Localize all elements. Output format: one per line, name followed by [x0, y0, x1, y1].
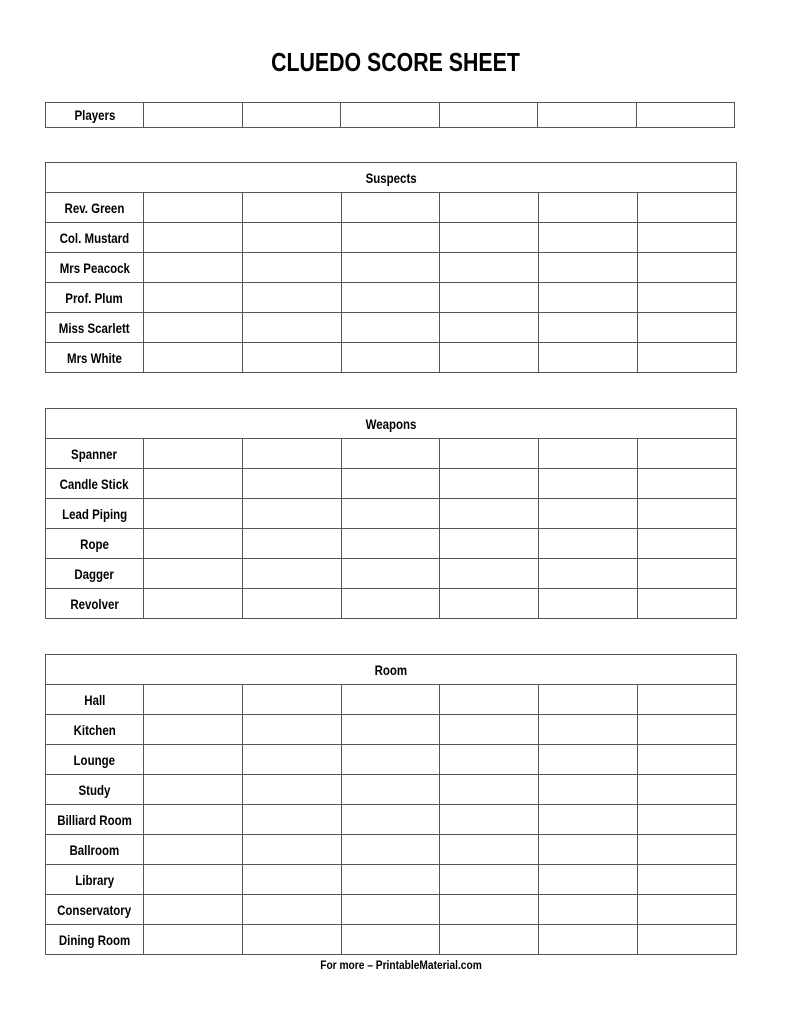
mark-cell[interactable] [341, 223, 440, 253]
rooms-item-label: Library [46, 865, 144, 895]
mark-cell[interactable] [637, 253, 736, 283]
mark-cell[interactable] [440, 529, 539, 559]
mark-cell[interactable] [637, 835, 736, 865]
mark-cell[interactable] [440, 193, 539, 223]
suspects-row [46, 343, 737, 373]
rooms-row [46, 865, 737, 895]
suspects-item-label: Mrs White [46, 343, 144, 373]
player-name-cell[interactable] [439, 103, 537, 128]
mark-cell[interactable] [539, 469, 638, 499]
mark-cell[interactable] [637, 559, 736, 589]
weapons-heading-row [46, 409, 737, 439]
mark-cell[interactable] [144, 685, 243, 715]
mark-cell[interactable] [637, 283, 736, 313]
mark-cell[interactable] [144, 925, 243, 955]
mark-cell[interactable] [242, 283, 341, 313]
mark-cell[interactable] [440, 775, 539, 805]
mark-cell[interactable] [242, 835, 341, 865]
mark-cell[interactable] [242, 559, 341, 589]
weapons-item-label: Revolver [46, 589, 144, 619]
mark-cell[interactable] [539, 193, 638, 223]
mark-cell[interactable] [242, 685, 341, 715]
mark-cell[interactable] [440, 715, 539, 745]
weapons-row [46, 529, 737, 559]
mark-cell[interactable] [242, 499, 341, 529]
mark-cell[interactable] [440, 469, 539, 499]
mark-cell[interactable] [637, 895, 736, 925]
mark-cell[interactable] [341, 775, 440, 805]
mark-cell[interactable] [341, 439, 440, 469]
weapons-heading: Weapons [46, 409, 737, 439]
mark-cell[interactable] [440, 499, 539, 529]
suspects-item-label: Prof. Plum [46, 283, 144, 313]
mark-cell[interactable] [440, 343, 539, 373]
mark-cell[interactable] [242, 253, 341, 283]
mark-cell[interactable] [637, 925, 736, 955]
mark-cell[interactable] [539, 685, 638, 715]
rooms-item-label: Hall [46, 685, 144, 715]
mark-cell[interactable] [539, 559, 638, 589]
weapons-item-label: Spanner [46, 439, 144, 469]
mark-cell[interactable] [440, 895, 539, 925]
suspects-item-label: Miss Scarlett [46, 313, 144, 343]
mark-cell[interactable] [637, 223, 736, 253]
mark-cell[interactable] [440, 313, 539, 343]
mark-cell[interactable] [539, 775, 638, 805]
mark-cell[interactable] [242, 715, 341, 745]
mark-cell[interactable] [341, 499, 440, 529]
weapons-table [45, 408, 737, 619]
players-table [45, 102, 735, 128]
mark-cell[interactable] [637, 715, 736, 745]
mark-cell[interactable] [539, 805, 638, 835]
suspects-row [46, 223, 737, 253]
mark-cell[interactable] [440, 685, 539, 715]
player-name-cell[interactable] [341, 103, 439, 128]
mark-cell[interactable] [242, 193, 341, 223]
rooms-row [46, 925, 737, 955]
mark-cell[interactable] [440, 805, 539, 835]
mark-cell[interactable] [440, 559, 539, 589]
mark-cell[interactable] [539, 865, 638, 895]
rooms-table [45, 654, 737, 955]
weapons-item-label: Lead Piping [46, 499, 144, 529]
players-label: Players [46, 103, 144, 128]
mark-cell[interactable] [242, 895, 341, 925]
mark-cell[interactable] [637, 805, 736, 835]
suspects-heading-row [46, 163, 737, 193]
mark-cell[interactable] [637, 775, 736, 805]
mark-cell[interactable] [637, 529, 736, 559]
mark-cell[interactable] [144, 835, 243, 865]
mark-cell[interactable] [341, 835, 440, 865]
mark-cell[interactable] [144, 559, 243, 589]
mark-cell[interactable] [539, 835, 638, 865]
mark-cell[interactable] [539, 589, 638, 619]
rooms-item-label: Conservatory [46, 895, 144, 925]
mark-cell[interactable] [242, 805, 341, 835]
player-name-cell[interactable] [242, 103, 340, 128]
rooms-item-label: Lounge [46, 745, 144, 775]
mark-cell[interactable] [341, 589, 440, 619]
mark-cell[interactable] [144, 313, 243, 343]
mark-cell[interactable] [539, 925, 638, 955]
rooms-row [46, 745, 737, 775]
mark-cell[interactable] [242, 775, 341, 805]
mark-cell[interactable] [637, 313, 736, 343]
mark-cell[interactable] [144, 805, 243, 835]
mark-cell[interactable] [341, 193, 440, 223]
mark-cell[interactable] [242, 343, 341, 373]
players-row [46, 103, 735, 128]
mark-cell[interactable] [341, 925, 440, 955]
mark-cell[interactable] [637, 343, 736, 373]
mark-cell[interactable] [144, 439, 243, 469]
mark-cell[interactable] [242, 589, 341, 619]
mark-cell[interactable] [242, 313, 341, 343]
mark-cell[interactable] [144, 775, 243, 805]
mark-cell[interactable] [144, 283, 243, 313]
mark-cell[interactable] [144, 223, 243, 253]
mark-cell[interactable] [341, 559, 440, 589]
rooms-item-label: Ballroom [46, 835, 144, 865]
mark-cell[interactable] [539, 529, 638, 559]
mark-cell[interactable] [341, 865, 440, 895]
mark-cell[interactable] [144, 895, 243, 925]
rooms-item-label: Billiard Room [46, 805, 144, 835]
mark-cell[interactable] [637, 865, 736, 895]
mark-cell[interactable] [440, 439, 539, 469]
mark-cell[interactable] [539, 313, 638, 343]
mark-cell[interactable] [341, 253, 440, 283]
rooms-item-label: Study [46, 775, 144, 805]
mark-cell[interactable] [440, 223, 539, 253]
mark-cell[interactable] [539, 895, 638, 925]
suspects-item-label: Rev. Green [46, 193, 144, 223]
mark-cell[interactable] [341, 805, 440, 835]
mark-cell[interactable] [440, 835, 539, 865]
rooms-row [46, 895, 737, 925]
mark-cell[interactable] [440, 283, 539, 313]
mark-cell[interactable] [144, 343, 243, 373]
mark-cell[interactable] [539, 283, 638, 313]
mark-cell[interactable] [144, 715, 243, 745]
suspects-heading: Suspects [46, 163, 737, 193]
mark-cell[interactable] [341, 685, 440, 715]
mark-cell[interactable] [242, 439, 341, 469]
mark-cell[interactable] [440, 745, 539, 775]
mark-cell[interactable] [242, 865, 341, 895]
mark-cell[interactable] [341, 469, 440, 499]
rooms-row [46, 835, 737, 865]
weapons-row [46, 559, 737, 589]
mark-cell[interactable] [341, 283, 440, 313]
mark-cell[interactable] [539, 715, 638, 745]
footer-credit: For more – PrintableMaterial.com [320, 958, 482, 972]
rooms-row [46, 685, 737, 715]
rooms-heading: Room [46, 655, 737, 685]
suspects-row [46, 193, 737, 223]
mark-cell[interactable] [242, 529, 341, 559]
mark-cell[interactable] [539, 745, 638, 775]
mark-cell[interactable] [440, 253, 539, 283]
player-name-cell[interactable] [144, 103, 242, 128]
mark-cell[interactable] [242, 925, 341, 955]
rooms-heading-row [46, 655, 737, 685]
mark-cell[interactable] [539, 499, 638, 529]
mark-cell[interactable] [637, 685, 736, 715]
weapons-row [46, 589, 737, 619]
mark-cell[interactable] [440, 865, 539, 895]
mark-cell[interactable] [341, 715, 440, 745]
mark-cell[interactable] [637, 439, 736, 469]
mark-cell[interactable] [440, 589, 539, 619]
mark-cell[interactable] [637, 193, 736, 223]
weapons-item-label: Rope [46, 529, 144, 559]
mark-cell[interactable] [242, 745, 341, 775]
mark-cell[interactable] [144, 499, 243, 529]
suspects-row [46, 283, 737, 313]
mark-cell[interactable] [144, 745, 243, 775]
player-name-cell[interactable] [636, 103, 734, 128]
mark-cell[interactable] [341, 313, 440, 343]
page-title: CLUEDO SCORE SHEET [271, 47, 520, 77]
mark-cell[interactable] [144, 529, 243, 559]
rooms-item-label: Kitchen [46, 715, 144, 745]
mark-cell[interactable] [144, 469, 243, 499]
rooms-item-label: Dining Room [46, 925, 144, 955]
mark-cell[interactable] [539, 343, 638, 373]
mark-cell[interactable] [341, 745, 440, 775]
mark-cell[interactable] [539, 439, 638, 469]
mark-cell[interactable] [144, 865, 243, 895]
weapons-row [46, 499, 737, 529]
mark-cell[interactable] [144, 193, 243, 223]
mark-cell[interactable] [242, 223, 341, 253]
mark-cell[interactable] [341, 529, 440, 559]
rooms-row [46, 805, 737, 835]
rooms-row [46, 775, 737, 805]
suspects-table [45, 162, 737, 373]
weapons-row [46, 469, 737, 499]
weapons-item-label: Dagger [46, 559, 144, 589]
mark-cell[interactable] [341, 895, 440, 925]
weapons-item-label: Candle Stick [46, 469, 144, 499]
mark-cell[interactable] [539, 253, 638, 283]
suspects-item-label: Col. Mustard [46, 223, 144, 253]
mark-cell[interactable] [242, 469, 341, 499]
suspects-item-label: Mrs Peacock [46, 253, 144, 283]
mark-cell[interactable] [341, 343, 440, 373]
mark-cell[interactable] [637, 745, 736, 775]
mark-cell[interactable] [637, 469, 736, 499]
mark-cell[interactable] [144, 253, 243, 283]
mark-cell[interactable] [144, 589, 243, 619]
mark-cell[interactable] [637, 499, 736, 529]
suspects-row [46, 313, 737, 343]
rooms-row [46, 715, 737, 745]
weapons-row [46, 439, 737, 469]
mark-cell[interactable] [440, 925, 539, 955]
suspects-row [46, 253, 737, 283]
player-name-cell[interactable] [538, 103, 636, 128]
mark-cell[interactable] [637, 589, 736, 619]
mark-cell[interactable] [539, 223, 638, 253]
